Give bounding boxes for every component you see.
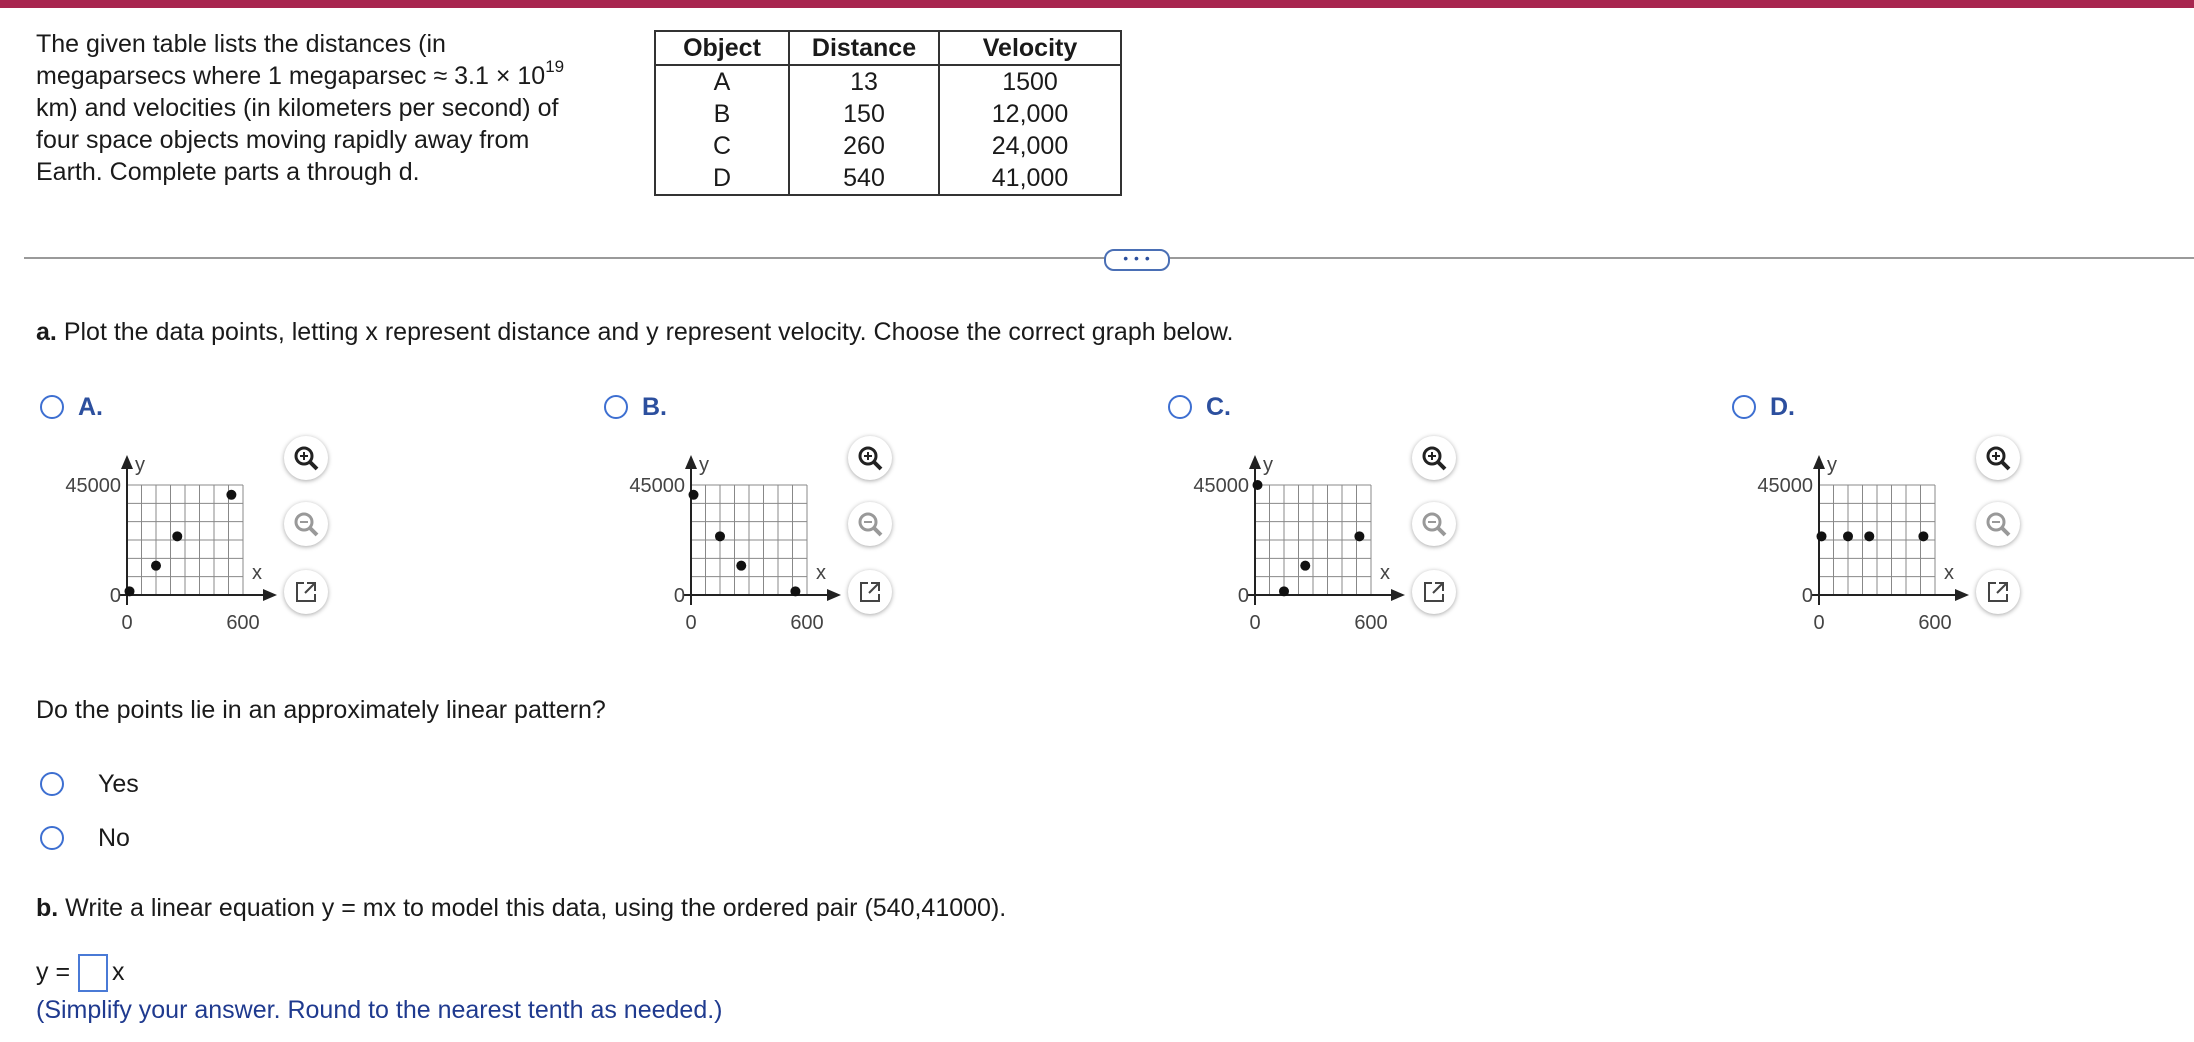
table-cell: A [655,65,789,98]
yes-label[interactable]: Yes [98,770,139,798]
problem-statement [36,28,616,188]
x-axis-label: x [252,562,262,584]
scatter-plot [1148,445,1418,635]
option-c-radio[interactable] [1168,395,1192,419]
y-axis-label: y [1263,454,1273,476]
part-label: a. [36,318,57,346]
x-axis-arrow [1391,589,1405,601]
x-axis-arrow [827,589,841,601]
table-row [655,98,1121,130]
option-b-label[interactable]: B. [642,393,667,421]
no-radio[interactable] [40,826,64,850]
zoom-out-icon[interactable] [848,502,892,546]
y-axis-label: y [1827,454,1837,476]
data-point [1864,531,1874,541]
part-label: b. [36,894,59,922]
question-text: Plot the data points, letting x represent distance and y represent velocity. Choose the correct graph below. [63,318,1234,346]
x-tick-label: 0 [1813,612,1825,634]
intro-line: four space objects moving rapidly away from [36,126,530,154]
zoom-in-icon[interactable] [284,436,328,480]
data-table [654,30,1122,196]
zoom-in-icon[interactable] [848,436,892,480]
intro-line: Earth. Complete parts a through d. [36,158,420,186]
table-cell: 150 [789,98,939,130]
data-point [125,586,135,596]
table-cell: B [655,98,789,130]
table-row [655,162,1121,195]
option-c-graph [1148,445,1418,640]
y-axis-arrow [1813,455,1825,469]
table-cell: 41,000 [939,162,1121,195]
data-point [172,531,182,541]
table-cell: D [655,162,789,195]
y-tick-label: 45000 [1193,475,1249,497]
table-cell: 12,000 [939,98,1121,130]
equation-right: x [112,958,125,986]
data-point [736,561,746,571]
popout-icon[interactable] [1976,570,2020,614]
y-axis-arrow [685,455,697,469]
intro-line: The given table lists the distances (in [36,30,446,58]
x-tick-label: 0 [1249,612,1261,634]
zoom-out-icon[interactable] [1976,502,2020,546]
intro-line: km) and velocities (in kilometers per second) of [36,94,559,122]
y-tick-label: 45000 [1757,475,1813,497]
table-cell: 13 [789,65,939,98]
slope-answer-input[interactable] [78,954,108,992]
option-c-label[interactable]: C. [1206,393,1231,421]
y-tick-label: 0 [1801,585,1813,607]
data-point [1843,531,1853,541]
y-tick-label: 45000 [629,475,685,497]
table-row [655,65,1121,98]
x-axis-label: x [1380,562,1390,584]
x-tick-label: 0 [121,612,133,634]
data-point [1300,561,1310,571]
top-accent-bar [0,0,2194,8]
option-b-graph [584,445,854,640]
x-tick-label: 600 [1354,612,1388,634]
table-cell: 540 [789,162,939,195]
y-axis-label: y [135,454,145,476]
x-tick-label: 600 [790,612,824,634]
data-point [689,490,699,500]
option-d-graph [1712,445,1982,640]
expand-more-button[interactable]: • • • [1104,249,1170,271]
zoom-in-icon[interactable] [1412,436,1456,480]
part-b-prompt [36,894,1006,923]
data-point [1253,480,1263,490]
x-tick-label: 600 [1918,612,1952,634]
zoom-in-icon[interactable] [1976,436,2020,480]
no-label[interactable]: No [98,824,130,852]
table-row [655,130,1121,162]
table-cell: C [655,130,789,162]
option-a-graph [20,445,290,640]
x-axis-arrow [1955,589,1969,601]
y-axis-arrow [121,455,133,469]
x-tick-label: 600 [226,612,260,634]
column-header: Distance [789,31,939,65]
equation-left: y = [36,958,71,986]
data-point [1817,531,1827,541]
popout-icon[interactable] [284,570,328,614]
intro-text: megaparsecs where 1 megaparsec [36,62,427,90]
x-axis-label: x [816,562,826,584]
yes-radio[interactable] [40,772,64,796]
coefficient: 3.1 [454,62,489,90]
scatter-plot [1712,445,1982,635]
data-point [151,561,161,571]
approx-symbol: ≈ [433,62,448,90]
zoom-out-icon[interactable] [284,502,328,546]
data-point [1354,531,1364,541]
data-point [715,531,725,541]
popout-icon[interactable] [848,570,892,614]
y-axis-arrow [1249,455,1261,469]
table-cell: 24,000 [939,130,1121,162]
times-symbol: × [495,62,511,90]
y-axis-label: y [699,454,709,476]
y-tick-label: 0 [673,585,685,607]
table-cell: 260 [789,130,939,162]
table-header-row [655,31,1121,65]
power-base: 10 [517,62,546,90]
answer-hint: (Simplify your answer. Round to the nearest tenth as needed.) [36,996,723,1024]
y-tick-label: 45000 [65,475,121,497]
data-point [1279,586,1289,596]
column-header: Velocity [939,31,1121,65]
intro-line [36,57,616,92]
data-point [790,586,800,596]
data-point [226,490,236,500]
linear-question: Do the points lie in an approximately linear pattern? [36,696,606,724]
zoom-out-icon[interactable] [1412,502,1456,546]
y-tick-label: 0 [109,585,121,607]
option-a-radio[interactable] [40,395,64,419]
part-a-prompt [36,318,1233,347]
x-tick-label: 0 [685,612,697,634]
table-cell: 1500 [939,65,1121,98]
option-d-radio[interactable] [1732,395,1756,419]
y-tick-label: 0 [1237,585,1249,607]
option-d-label[interactable]: D. [1770,393,1795,421]
x-axis-arrow [263,589,277,601]
popout-icon[interactable] [1412,570,1456,614]
scatter-plot [584,445,854,635]
option-b-radio[interactable] [604,395,628,419]
question-text: Write a linear equation y = mx to model this data, using the ordered pair (540,41000). [65,894,1007,922]
exponent: 19 [545,57,565,76]
x-axis-label: x [1944,562,1954,584]
option-a-label[interactable]: A. [78,393,103,421]
scatter-plot [20,445,290,635]
data-point [1918,531,1928,541]
column-header: Object [655,31,789,65]
